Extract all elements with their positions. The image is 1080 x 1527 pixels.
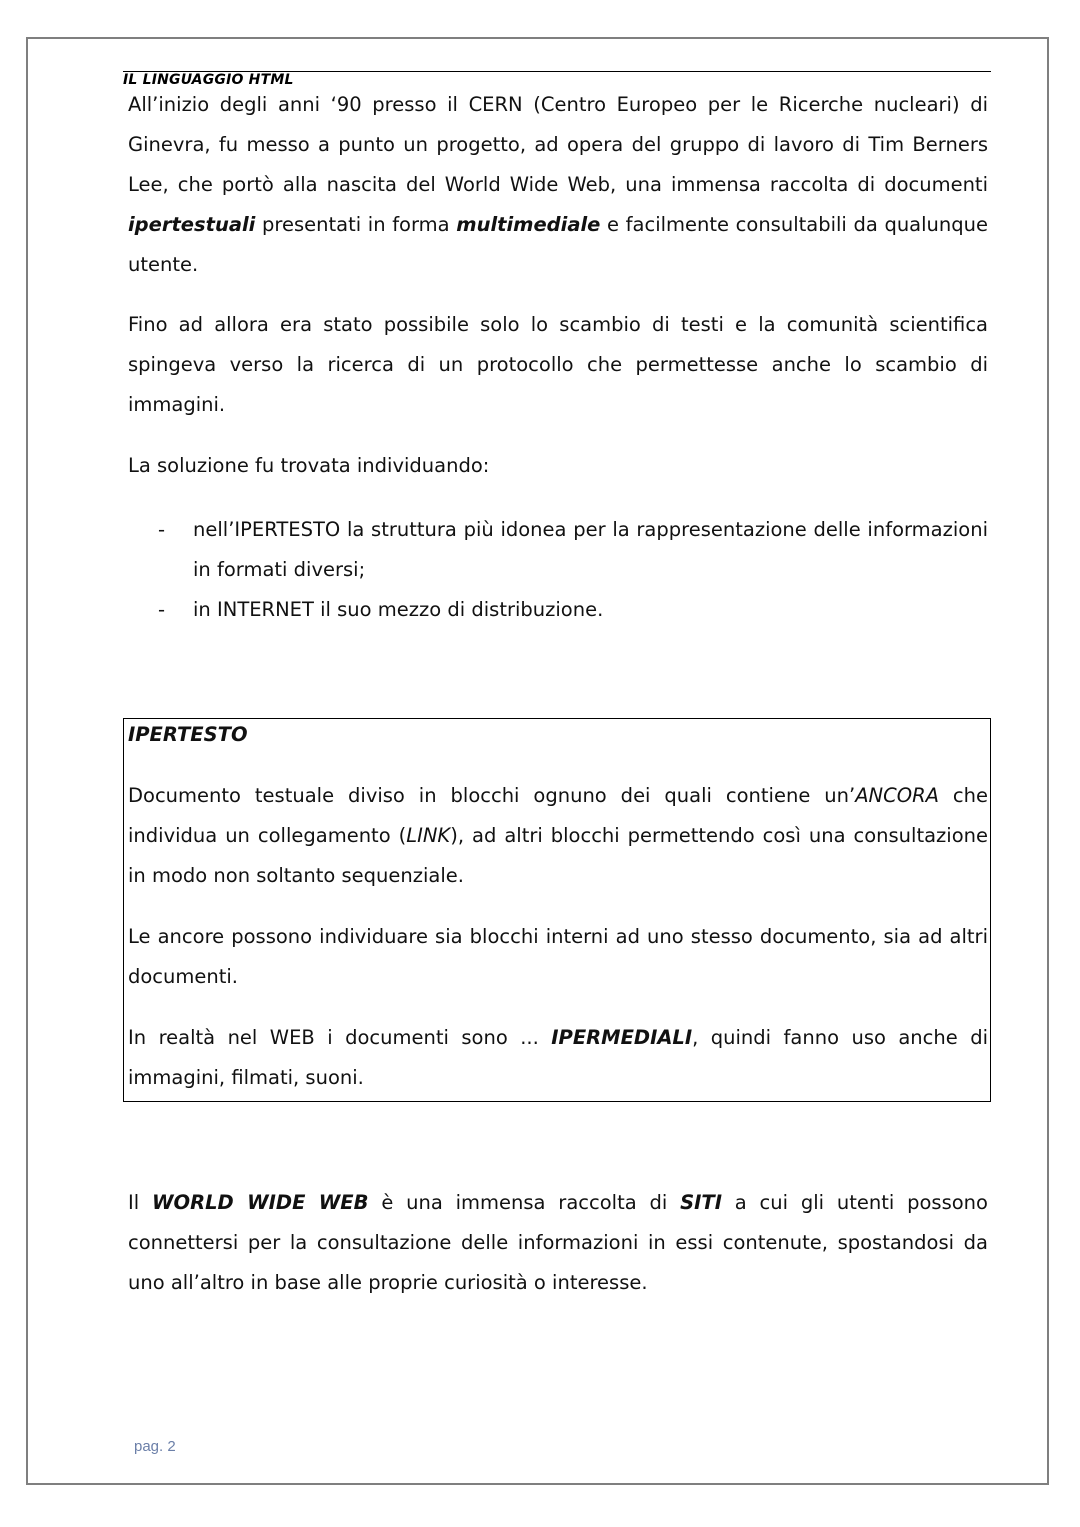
solution-list (128, 510, 988, 630)
www-paragraph (128, 1183, 988, 1303)
emphasis-ancora: ANCORA (855, 784, 939, 807)
emphasis-multimediale: multimediale (456, 213, 601, 236)
dash-bullet: - (158, 598, 166, 621)
list-item-text: in INTERNET il suo mezzo di distribuzione. (193, 598, 604, 621)
emphasis-ipertestuali: ipertestuali (128, 213, 256, 236)
box-paragraph-1 (128, 776, 988, 896)
ipertesto-definition-box (123, 718, 991, 1102)
emphasis-link: LINK (406, 824, 451, 847)
text-run: Documento testuale diviso in blocchi ognuno dei quali contiene un’ (128, 784, 856, 807)
intro-paragraph-1 (128, 85, 988, 285)
text-run: e facilmente consultabili da qualunque utente. (128, 213, 988, 276)
emphasis-ipermediali: IPERMEDIALI (551, 1026, 693, 1049)
running-header-title: IL LINGUAGGIO HTML (123, 72, 294, 88)
list-item (128, 510, 988, 590)
text-run: è una immensa raccolta di (368, 1191, 681, 1214)
text-run: ), ad altri blocchi permettendo così una consultazione in modo non soltanto sequenziale. (128, 824, 988, 887)
text-run: a cui gli utenti possono connettersi per la consultazione delle informazioni in essi contenute, spostandosi da uno all’altro in base alle proprie curiosità o interesse. (128, 1191, 988, 1294)
text-run: In realtà nel WEB i documenti sono ... (128, 1026, 552, 1049)
box-title: IPERTESTO (128, 723, 248, 746)
emphasis-siti: SITI (680, 1191, 722, 1214)
list-item-text: nell’IPERTESTO la struttura più idonea per la rappresentazione delle informazioni in formati diversi; (193, 518, 988, 581)
emphasis-world-wide-web: WORLD WIDE WEB (152, 1191, 369, 1214)
text-run: presentati in forma (255, 213, 457, 236)
intro-paragraph-3: La soluzione fu trovata individuando: (128, 454, 490, 477)
box-paragraph-2: Le ancore possono individuare sia blocchi interni ad uno stesso documento, sia ad altri documenti. (128, 925, 988, 988)
text-run: , quindi fanno uso anche di immagini, filmati, suoni. (128, 1026, 988, 1089)
text-run: Il (128, 1191, 152, 1214)
page-number: pag. 2 (134, 1438, 176, 1455)
dash-bullet: - (158, 518, 166, 541)
intro-paragraph-2: Fino ad allora era stato possibile solo lo scambio di testi e la comunità scientifica spingeva verso la ricerca di un protocollo che permettesse anche lo scambio di immagini. (128, 313, 988, 416)
box-paragraph-3 (128, 1018, 988, 1098)
text-run: che individua un collegamento ( (128, 784, 988, 847)
list-item (128, 590, 988, 630)
text-run: All’inizio degli anni ‘90 presso il CERN (Centro Europeo per le Ricerche nucleari) di Ginevra, fu messo a punto un progetto, ad opera del gruppo di lavoro di Tim Berners Lee, che portò alla nascita del World Wide Web, una immensa raccolta di documenti (128, 93, 988, 196)
